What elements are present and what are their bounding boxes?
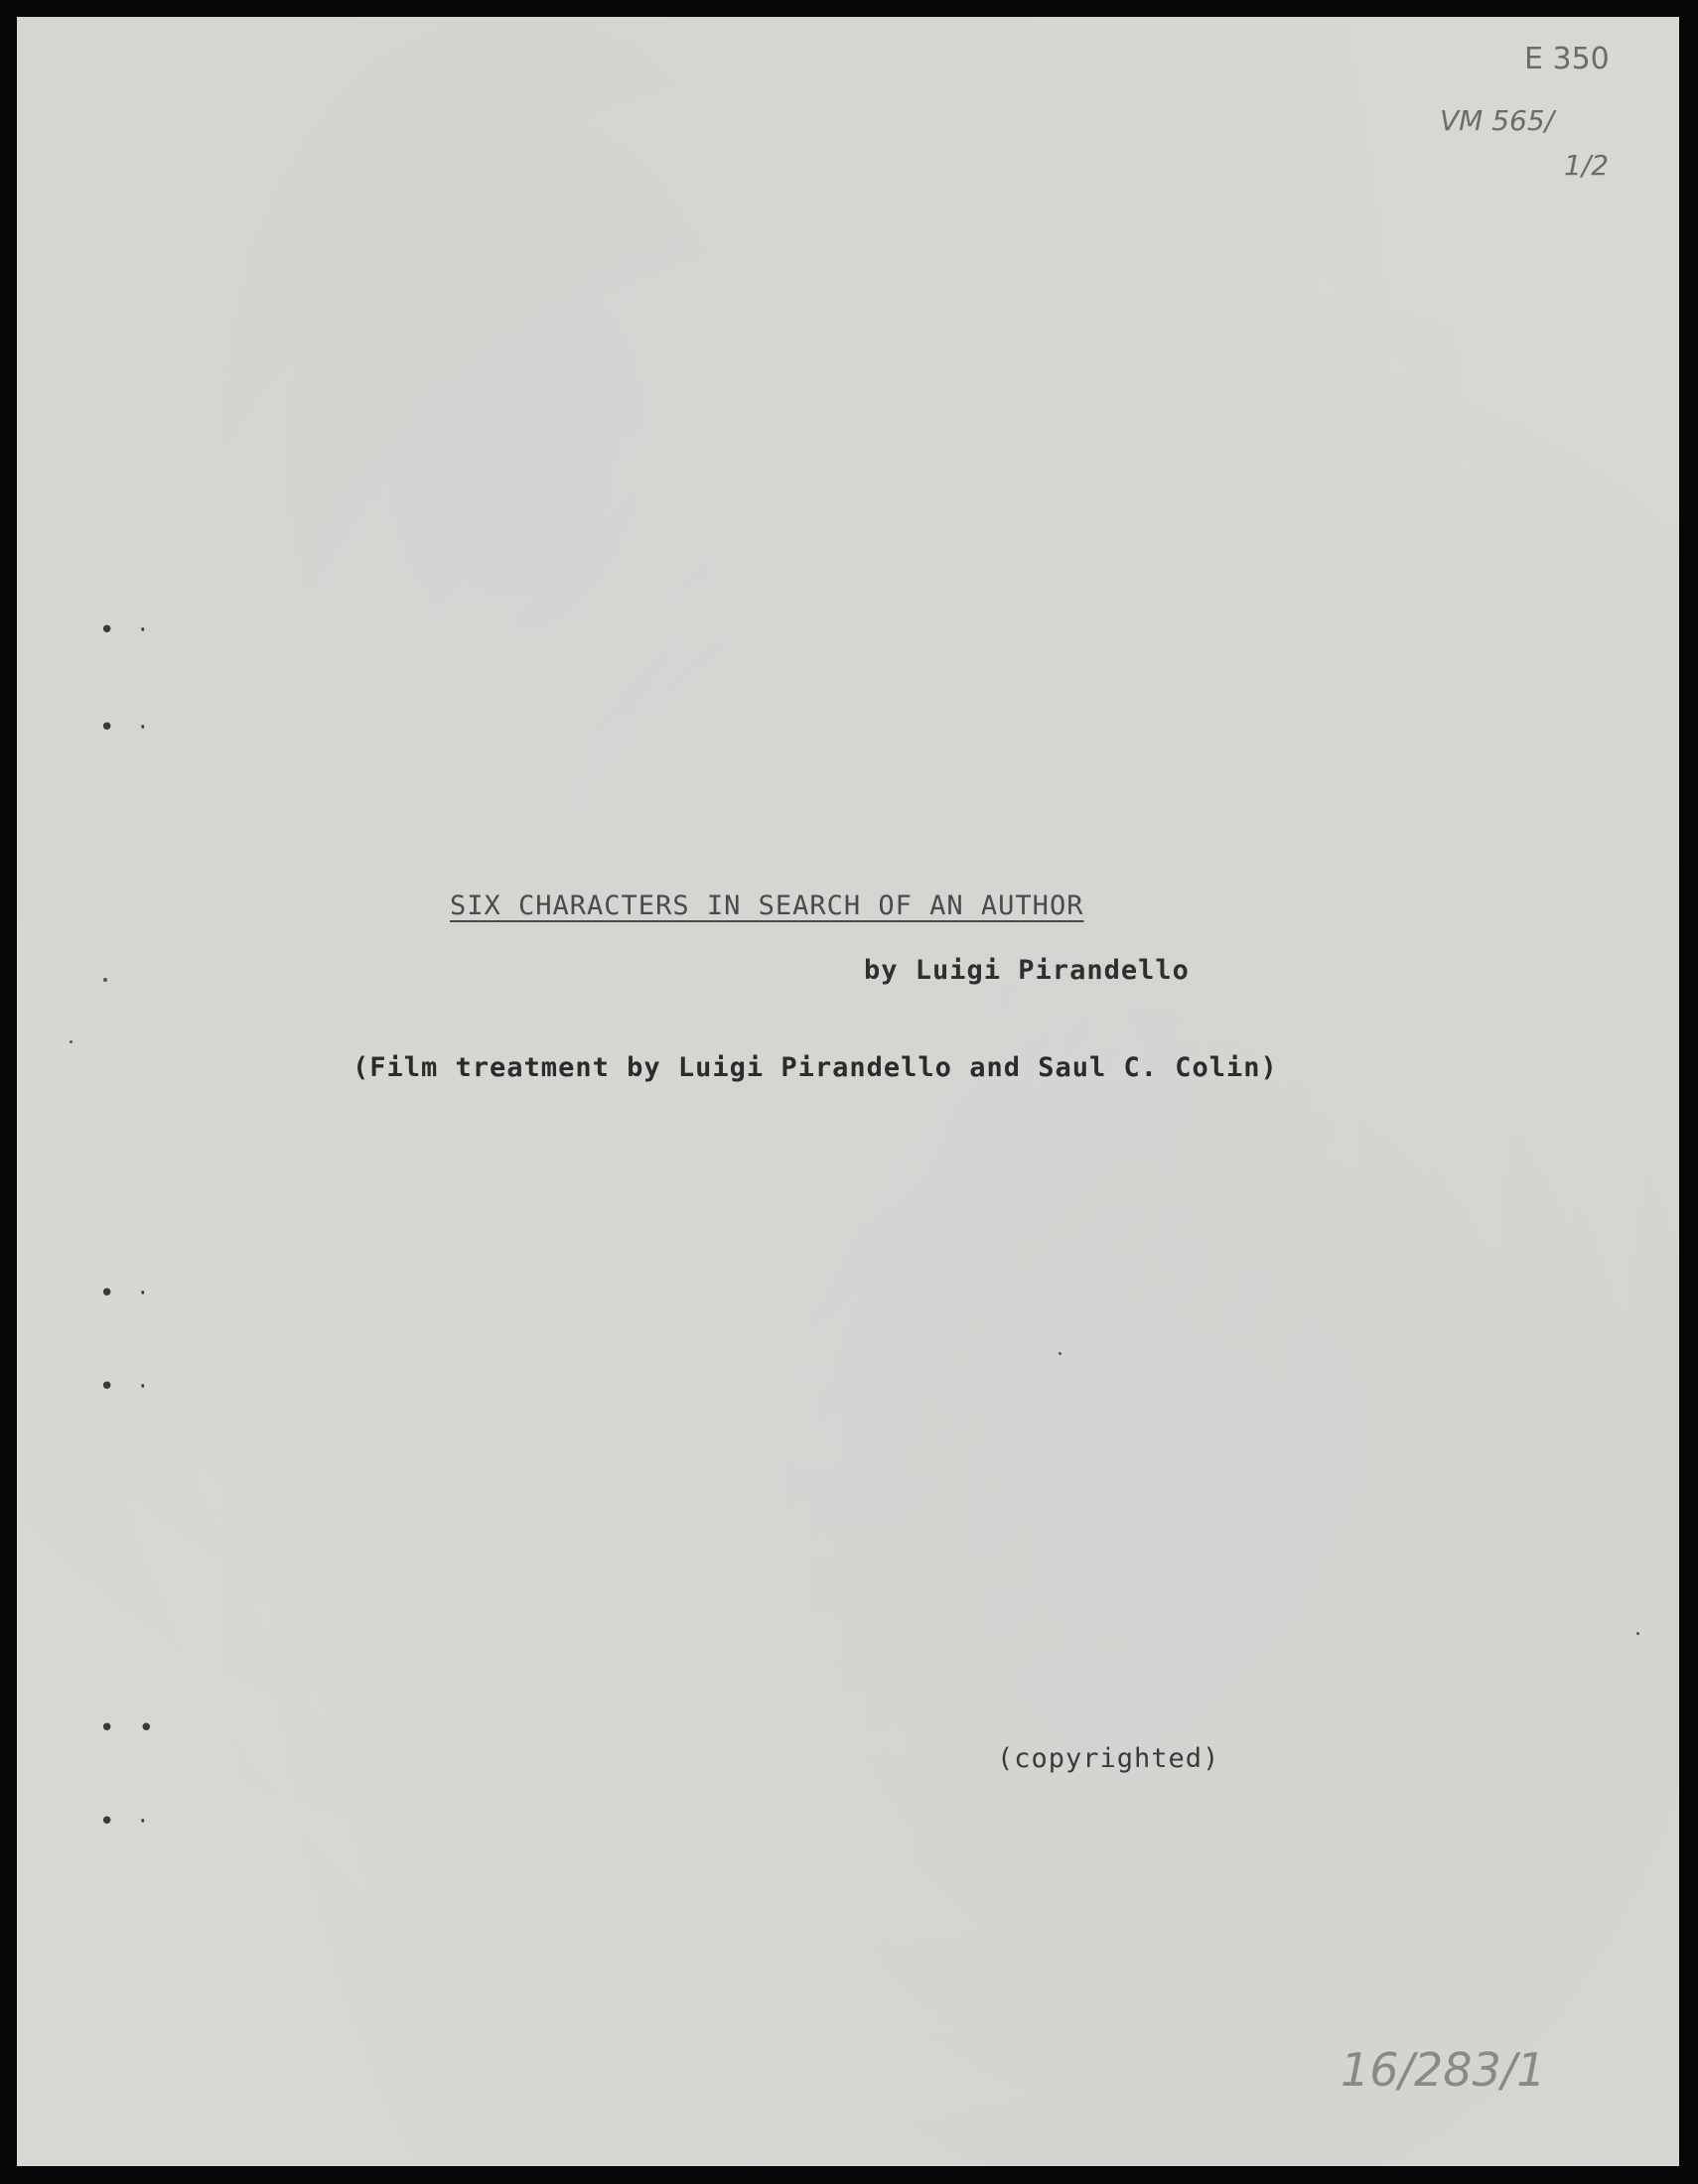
punch-mark: • · xyxy=(99,615,155,645)
shelf-mark-left: VM 565/ xyxy=(1440,104,1555,137)
speck xyxy=(1059,1352,1061,1355)
shelf-mark-right: 1/2 xyxy=(1564,149,1610,182)
treatment-credit: (Film treatment by Luigi Pirandello and Saul C. Colin) xyxy=(353,1052,1278,1083)
author-byline: by Luigi Pirandello xyxy=(864,955,1190,986)
speck xyxy=(70,1040,72,1043)
folio-number: 16/283/1 xyxy=(1341,2043,1546,2097)
punch-mark: • · xyxy=(99,1807,155,1837)
copyright-note: (copyrighted) xyxy=(997,1743,1220,1774)
punch-mark: • • xyxy=(99,1713,162,1743)
speck xyxy=(103,978,107,982)
document-page xyxy=(17,17,1679,2166)
punch-mark: • · xyxy=(99,713,155,743)
punch-mark: • · xyxy=(99,1372,155,1402)
document-title: SIX CHARACTERS IN SEARCH OF AN AUTHOR xyxy=(450,890,1084,921)
speck xyxy=(1636,1632,1639,1635)
punch-mark: • · xyxy=(99,1279,155,1308)
archive-code: E 350 xyxy=(1524,42,1610,76)
